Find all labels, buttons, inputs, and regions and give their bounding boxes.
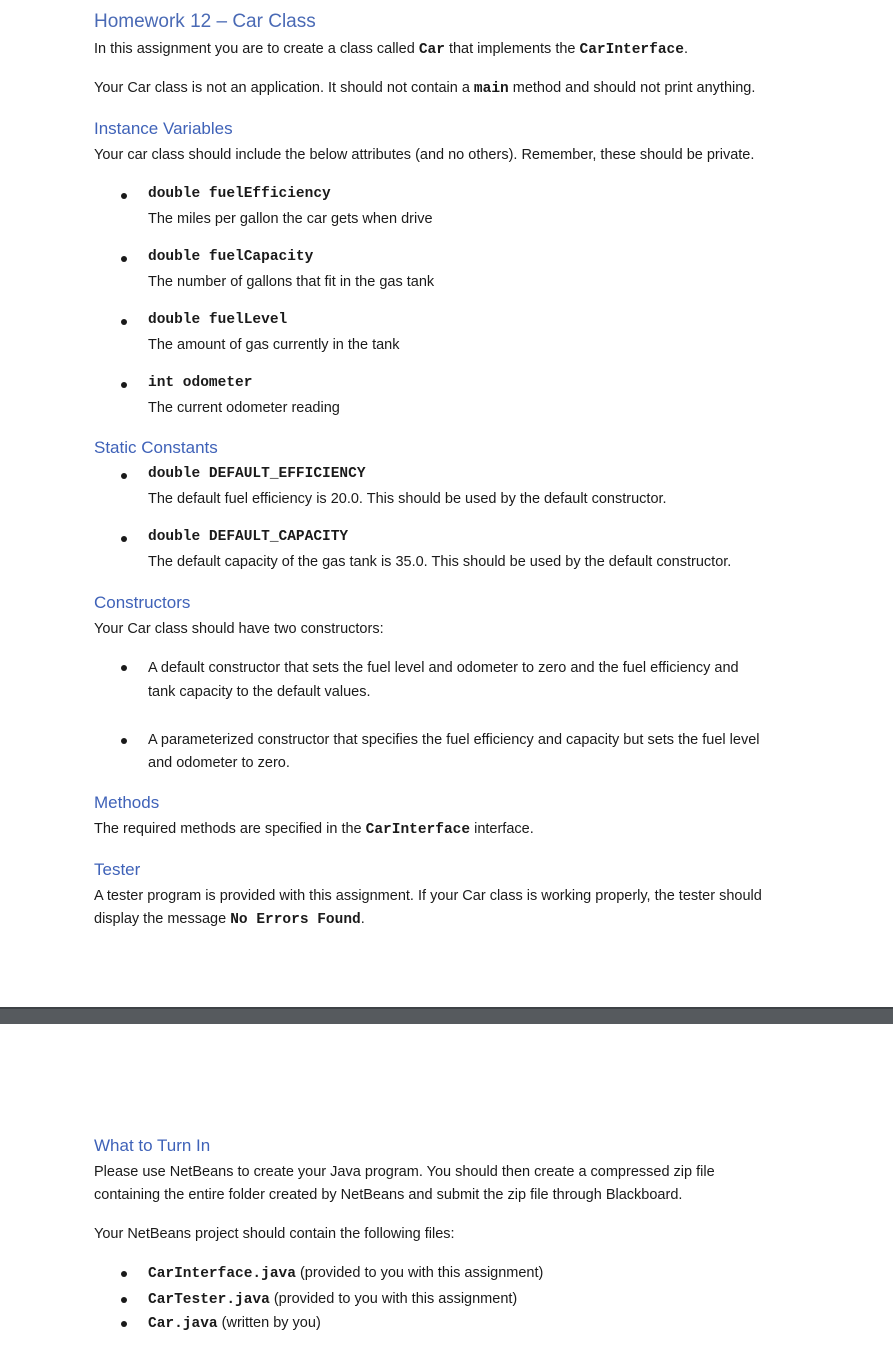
turn-in-heading: What to Turn In <box>94 1136 211 1155</box>
methods-description: The required methods are specified in the CarInterface interface. <box>94 821 534 838</box>
static-constants-heading: Static Constants <box>94 438 218 457</box>
page-separator <box>0 1007 893 1024</box>
bullet-icon <box>121 256 127 262</box>
bullet-icon <box>121 473 127 479</box>
constructor-default-line-1: A default constructor that sets the fuel level and odometer to zero and the fuel efficiency and <box>148 660 739 676</box>
instance-variables-description: Your car class should include the below attributes (and no others). Remember, these should be private. <box>94 147 755 163</box>
constant-default-efficiency-desc: The default fuel efficiency is 20.0. This should be used by the default constructor. <box>148 491 667 507</box>
field-fuel-capacity-desc: The number of gallons that fit in the gas tank <box>148 274 435 290</box>
file-car: Car.java (written by you) <box>148 1315 321 1332</box>
constant-default-capacity-desc: The default capacity of the gas tank is 35.0. This should be used by the default constructor. <box>148 554 732 570</box>
field-odometer-code: int odometer <box>148 375 253 391</box>
intro-paragraph-1: In this assignment you are to create a class called Car that implements the CarInterface. <box>94 41 688 58</box>
methods-heading: Methods <box>94 793 160 812</box>
constructor-param-line-2: and odometer to zero. <box>148 755 290 771</box>
file-car-tester: CarTester.java (provided to you with this assignment) <box>148 1291 518 1308</box>
intro-paragraph-2: Your Car class is not an application. It should not contain a main method and should not print anything. <box>94 80 756 97</box>
field-fuel-level-code: double fuelLevel <box>148 312 288 328</box>
field-fuel-capacity-code: double fuelCapacity <box>148 249 314 265</box>
field-odometer-desc: The current odometer reading <box>148 400 340 416</box>
field-fuel-efficiency-desc: The miles per gallon the car gets when drive <box>148 211 433 227</box>
constructor-default-line-2: tank capacity to the default values. <box>148 684 371 700</box>
bullet-icon <box>121 319 127 325</box>
field-fuel-level-desc: The amount of gas currently in the tank <box>148 337 400 353</box>
bullet-icon <box>121 665 127 671</box>
instance-variables-heading: Instance Variables <box>94 119 233 138</box>
turn-in-line-1: Please use NetBeans to create your Java program. You should then create a compressed zip file <box>94 1164 715 1180</box>
bullet-icon <box>121 1271 127 1277</box>
bullet-icon <box>121 382 127 388</box>
constructors-heading: Constructors <box>94 593 191 612</box>
tester-line-1: A tester program is provided with this assignment. If your Car class is working properly, the tester should <box>94 888 762 904</box>
bullet-icon <box>121 738 127 744</box>
bullet-icon <box>121 1297 127 1303</box>
tester-heading: Tester <box>94 860 141 879</box>
document-page-2 <box>0 1024 893 1370</box>
constant-default-efficiency-code: double DEFAULT_EFFICIENCY <box>148 466 366 482</box>
field-fuel-efficiency-code: double fuelEfficiency <box>148 186 331 202</box>
constructor-param-line-1: A parameterized constructor that specifies the fuel efficiency and capacity but sets the fuel level <box>148 732 760 748</box>
page-title: Homework 12 – Car Class <box>94 11 316 32</box>
constructors-description: Your Car class should have two constructors: <box>94 621 384 637</box>
bullet-icon <box>121 536 127 542</box>
files-intro: Your NetBeans project should contain the following files: <box>94 1226 455 1242</box>
bullet-icon <box>121 193 127 199</box>
tester-line-2: display the message No Errors Found. <box>94 911 365 928</box>
turn-in-line-2: containing the entire folder created by NetBeans and submit the zip file through Blackboard. <box>94 1187 683 1203</box>
constant-default-capacity-code: double DEFAULT_CAPACITY <box>148 529 349 545</box>
bullet-icon <box>121 1321 127 1327</box>
file-car-interface: CarInterface.java (provided to you with this assignment) <box>148 1265 544 1282</box>
